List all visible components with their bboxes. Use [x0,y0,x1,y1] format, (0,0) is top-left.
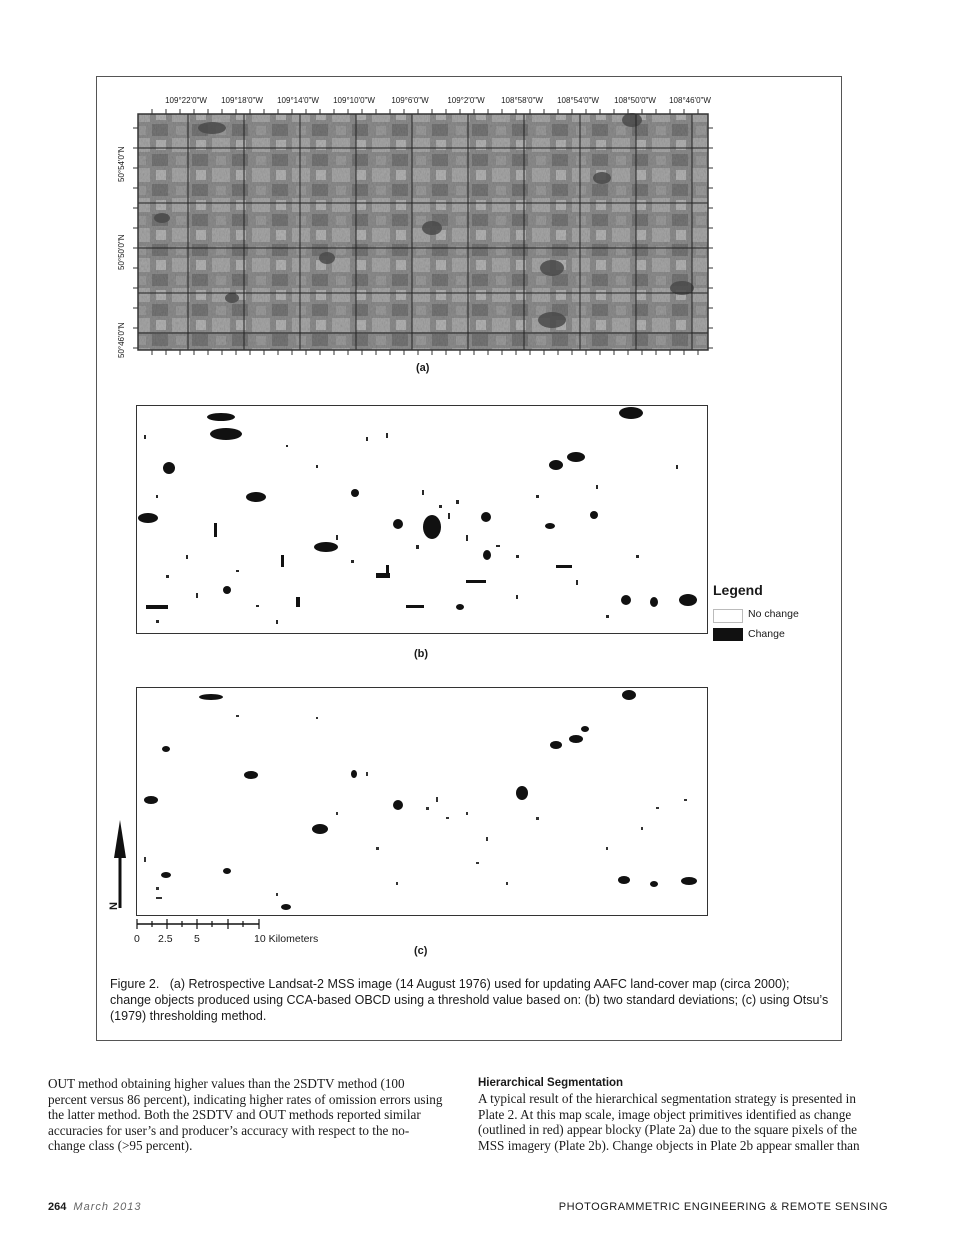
lat-tick-label: 50°54'0"N [117,146,126,182]
lon-tick-label: 108°58'0"W [501,96,543,105]
lon-tick-label: 109°22'0"W [165,96,207,105]
body-left-column [48,1076,444,1154]
landsat-image-panel-a [132,108,714,356]
scale-label: 5 [194,933,200,945]
lon-tick-label: 109°2'0"W [447,96,485,105]
lat-tick-label: 50°50'0"N [117,234,126,270]
section-heading: Hierarchical Segmentation [478,1077,624,1089]
journal-name: PHOTOGRAMMETRIC ENGINEERING & REMOTE SENSING [558,1201,888,1213]
panel-c-label: (c) [414,945,428,957]
lon-tick-label: 108°46'0"W [669,96,711,105]
issue-date: March 2013 [73,1201,142,1213]
scale-label: 10 Kilometers [254,933,319,945]
body-right-column [478,1076,872,1153]
north-arrow-icon [112,818,128,912]
panel-b-label: (b) [414,648,429,660]
legend-no-change-label: No change [748,608,799,620]
scale-label: 0 [134,933,140,945]
page-number: 264 [48,1201,67,1213]
lon-tick-label: 109°18'0"W [221,96,263,105]
scale-label: 2.5 [158,933,173,945]
lon-tick-label: 109°6'0"W [391,96,429,105]
legend-no-change-swatch [713,609,743,623]
north-label: N [107,902,120,910]
change-map-panel-c [136,687,708,916]
lon-tick-label: 108°50'0"W [614,96,656,105]
legend-change-swatch [713,628,743,641]
page-footer-left [48,1201,142,1213]
change-map-panel-b [136,405,708,634]
lon-tick-label: 109°10'0"W [333,96,375,105]
panel-a-label: (a) [416,362,430,374]
lat-tick-label: 50°46'0"N [117,322,126,358]
body-paragraph: OUT method obtaining higher values than the 2SDTV method (100 percent versus 86 percent), indicating higher rates of omission errors using the latter method. Both the 2SDTV and OUT methods reported similar accuracies for user’s and producer’s accuracy with respect to the no-change class (>95 percent). [48,1076,443,1154]
caption-lead: Figure 2. [110,977,160,991]
legend-title: Legend [713,582,763,598]
caption-text: (a) Retrospective Landsat-2 MSS image (14 August 1976) used for updating AAFC land-cover map (circa 2000); change objects produced using CCA-based OBCD using a threshold value based on: (b) two standard deviations; (c) using Otsu’s (1979) thresholding method. [110,977,829,1023]
figure-caption [110,976,830,1024]
lon-tick-label: 108°54'0"W [557,96,599,105]
legend-change-label: Change [748,628,785,640]
lon-tick-label: 109°14'0"W [277,96,319,105]
body-paragraph: A typical result of the hierarchical segmentation strategy is presented in Plate 2. At this map scale, image object primitives identified as change (outlined in red) appear blocky (Plate 2a) due to the square pixels of the MSS imagery (Plate 2b). Change objects in Plate 2b appear smaller than [478,1091,860,1153]
scale-bar [132,918,266,930]
